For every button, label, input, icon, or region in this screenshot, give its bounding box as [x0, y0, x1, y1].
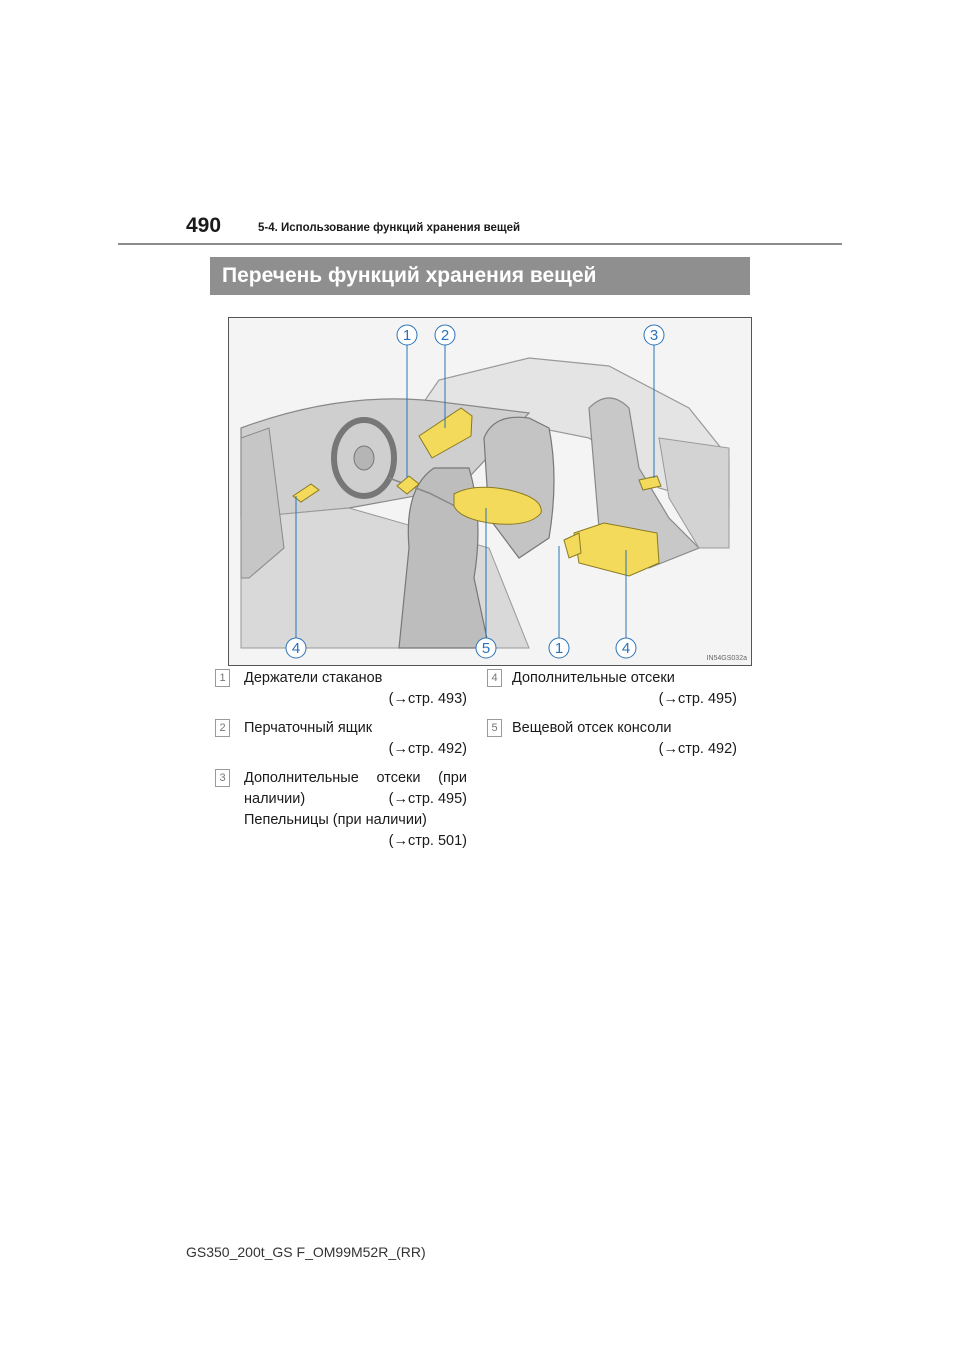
legend-number: 3	[215, 769, 230, 787]
page-reference: (→стр. 501)	[388, 833, 467, 849]
legend-text-line-1	[244, 768, 467, 789]
callout-5: 5	[481, 640, 491, 657]
legend-number: 4	[487, 669, 502, 687]
word: (при	[438, 770, 467, 786]
callout-4b: 4	[621, 640, 631, 657]
legend-text: Дополнительные отсеки	[512, 670, 675, 686]
legend-number: 5	[487, 719, 502, 737]
callout-1b: 1	[554, 640, 564, 657]
legend-item-1	[215, 668, 467, 712]
page-reference: (→стр. 492)	[658, 741, 737, 757]
legend-text: Держатели стаканов	[244, 670, 383, 686]
legend-text: Перчаточный ящик	[244, 720, 373, 736]
callout-layer	[229, 318, 751, 665]
legend-text: Вещевой отсек консоли	[512, 720, 672, 736]
page-title: Перечень функций хранения вещей	[222, 264, 597, 287]
page-number: 490	[186, 214, 222, 237]
page-reference: (→стр. 492)	[388, 741, 467, 757]
word: Дополнительные	[244, 770, 359, 786]
callout-2: 2	[440, 327, 450, 344]
section-label: 5-4. Использование функций хранения вещей	[258, 222, 521, 234]
callout-4: 4	[291, 640, 301, 657]
header-rule	[118, 243, 842, 245]
callout-3: 3	[649, 327, 659, 344]
page-reference: (→стр. 495)	[388, 791, 467, 807]
legend-text-line-3: Пепельницы (при наличии)	[244, 812, 427, 828]
callout-1: 1	[402, 327, 412, 344]
page-reference: (→стр. 495)	[658, 691, 737, 707]
legend-text-line-2: наличии)	[244, 791, 306, 807]
footer-document-code: GS350_200t_GS F_OM99M52R_(RR)	[186, 1244, 426, 1260]
page-reference: (→стр. 493)	[388, 691, 467, 707]
legend-number: 2	[215, 719, 230, 737]
legend-item-3	[215, 768, 467, 856]
car-interior-figure	[228, 317, 752, 666]
legend-item-4	[487, 668, 737, 712]
word: отсеки	[376, 770, 421, 786]
legend-item-2	[215, 718, 467, 762]
title-banner	[210, 257, 750, 295]
legend-number: 1	[215, 669, 230, 687]
figure-code: IN54GS032a	[706, 655, 747, 662]
legend-item-5	[487, 718, 737, 762]
